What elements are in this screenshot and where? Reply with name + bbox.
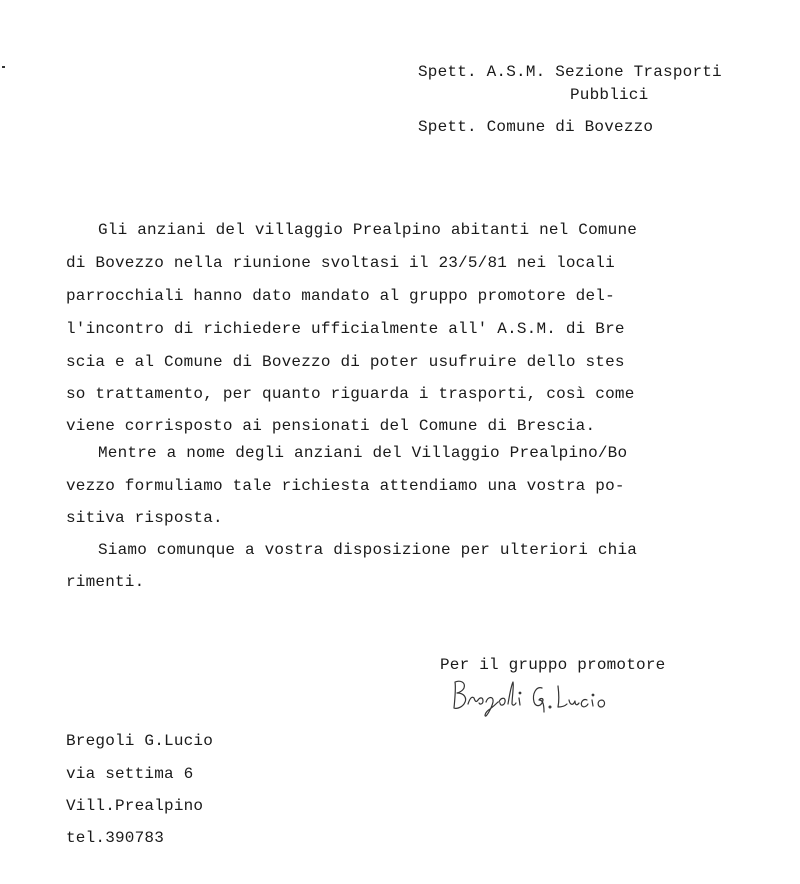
body-line-1: Gli anziani del villaggio Prealpino abitanti nel Comune <box>98 221 638 239</box>
body-line-10: sitiva risposta. <box>66 509 223 527</box>
sender-locality: Vill.Prealpino <box>66 797 204 815</box>
sender-phone: tel.390783 <box>66 829 165 847</box>
addressee-line-1: Spett. A.S.M. Sezione Trasporti <box>418 63 722 81</box>
addressee-line-2: Pubblici <box>570 86 649 104</box>
body-line-11: Siamo comunque a vostra disposizione per ulteriori chia <box>98 541 638 559</box>
body-line-2: di Bovezzo nella riunione svoltasi il 23/5/81 nei locali <box>66 254 615 272</box>
body-line-3: parrocchiali hanno dato mandato al gruppo promotore del- <box>66 287 615 305</box>
sender-street: via settima 6 <box>66 765 194 783</box>
body-line-12: rimenti. <box>66 573 145 591</box>
margin-mark <box>2 66 5 68</box>
sender-name: Bregoli G.Lucio <box>66 732 214 750</box>
body-line-8: Mentre a nome degli anziani del Villaggio Prealpino/Bo <box>98 444 628 462</box>
body-line-5: scia e al Comune di Bovezzo di poter usufruire dello stes <box>66 353 625 371</box>
addressee-line-3: Spett. Comune di Bovezzo <box>418 118 654 136</box>
handwritten-signature <box>446 676 636 718</box>
body-line-4: l'incontro di richiedere ufficialmente all' A.S.M. di Bre <box>66 320 625 338</box>
body-line-6: so trattamento, per quanto riguarda i trasporti, così come <box>66 385 635 403</box>
closing-line: Per il gruppo promotore <box>440 656 666 674</box>
body-line-7: viene corrisposto ai pensionati del Comune di Brescia. <box>66 417 596 435</box>
body-line-9: vezzo formuliamo tale richiesta attendiamo una vostra po- <box>66 477 625 495</box>
